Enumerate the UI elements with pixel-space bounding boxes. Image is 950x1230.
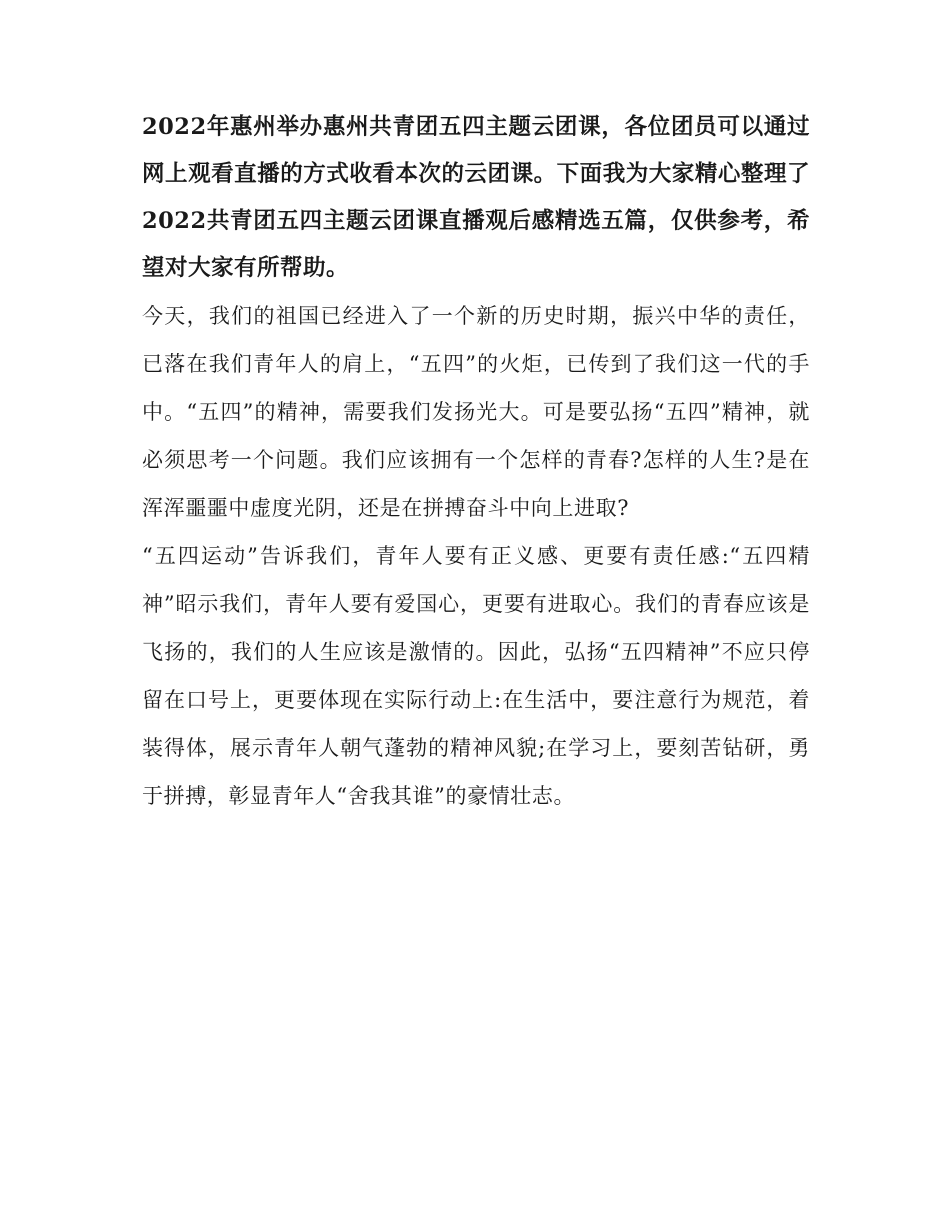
body-paragraph-1: 今天，我们的祖国已经进入了一个新的历史时期，振兴中华的责任，已落在我们青年人的肩上，“五四”的火炬，已传到了我们这一代的手中。“五四”的精神，需要我们发扬光大。可是要弘扬“五四”精神，就必须思考一个问题。我们应该拥有一个怎样的青春?怎样的人生?是在浑浑噩噩中虚度光阴，还是在拼搏奋斗中向上进取? xyxy=(142,304,810,520)
intro-paragraph: 2022年惠州举办惠州共青团五四主题云团课，各位团员可以通过网上观看直播的方式收看本次的云团课。下面我为大家精心整理了2022共青团五四主题云团课直播观后感精选五篇，仅供参考，希望对大家有所帮助。 xyxy=(142,114,810,281)
body-paragraph-2: “五四运动”告诉我们，青年人要有正义感、更要有责任感:“五四精神”昭示我们，青年人要有爱国心，更要有进取心。我们的青春应该是飞扬的，我们的人生应该是激情的。因此，弘扬“五四精神”不应只停留在口号上，更要体现在实际行动上:在生活中，要注意行为规范，着装得体，展示青年人朝气蓬勃的精神风貌;在学习上，要刻苦钻研，勇于拼搏，彰显青年人“舍我其谁”的豪情壮志。 xyxy=(142,544,810,808)
